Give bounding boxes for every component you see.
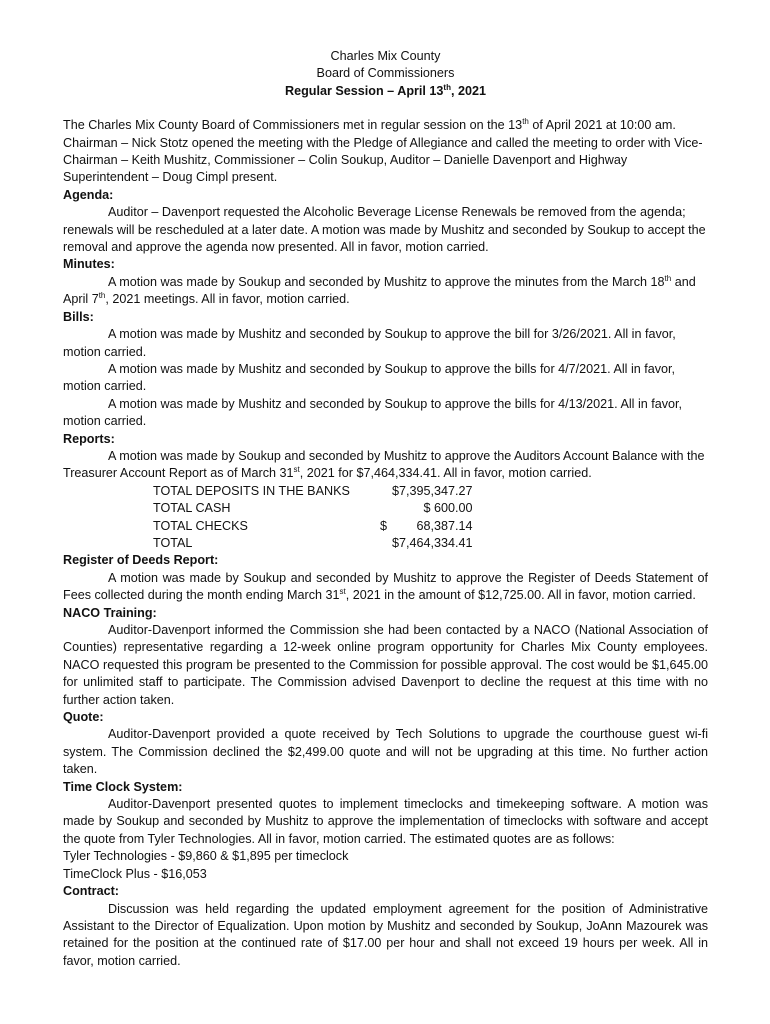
contract-text: Discussion was held regarding the updated employment agreement for the position of Administrative Assistant to the Director of Equalization. Upon motion by Mushitz and seconded by Soukup, JoAnn Mazourek was retained for the position at the continued rate of $17.00 per hour and shall not exceed 19 hours per week. All in favor, motion carried.: [63, 901, 708, 968]
row-label: TOTAL: [153, 535, 193, 550]
row-dollar: [380, 483, 392, 500]
table-row: [153, 518, 473, 535]
naco-text: Auditor-Davenport informed the Commission she had been contacted by a NACO (National Association of Counties) representative regarding a 12-week online program opportunity for Charles Mix County employees. NACO requested this program be presented to the Commission for possible approval. The cost would be $1,645.00 for unlimited staff to participate. The Commission advised Davenport to decline the request at this time with no further action taken.: [63, 623, 708, 707]
document-header: [63, 48, 708, 100]
agenda-heading: Agenda:: [63, 187, 114, 202]
county-name: Charles Mix County: [330, 49, 441, 63]
row-label: TOTAL CASH: [153, 501, 231, 516]
row-amount: $7,464,334.41: [392, 535, 473, 550]
contract-heading: Contract:: [63, 884, 119, 899]
intro-paragraph: The Charles Mix County Board of Commissioners met in regular session on the 13th of April 2021 at 10:00 am. Chairman – Nick Stotz opened the meeting with the Pledge of Allegiance and called the meeting to order with Vice-Chairman – Keith Mushitz, Commissioner – Colin Soukup, Auditor – Danielle Davenport and Highway Superintendent – Doug Cimpl present.: [63, 117, 703, 185]
row-label: TOTAL CHECKS: [153, 518, 248, 533]
timeclock-heading: Time Clock System:: [63, 779, 183, 794]
row-amount: $ 600.00: [423, 501, 473, 516]
agenda-text: Auditor – Davenport requested the Alcoholic Beverage License Renewals be removed from the agenda; renewals will be rescheduled at a later date. A motion was made by Mushitz and seconded by Soukup to accept the removal and approve the agenda now presented. All in favor, motion carried.: [63, 205, 706, 255]
bills-item: A motion was made by Mushitz and seconded by Soukup to approve the bill for 3/26/2021. All in favor, motion carried.: [63, 327, 676, 359]
deeds-heading: Register of Deeds Report:: [63, 553, 219, 568]
table-row: [153, 483, 473, 500]
table-row: [153, 535, 473, 552]
row-label: TOTAL DEPOSITS IN THE BANKS: [153, 483, 350, 498]
row-dollar: [380, 500, 392, 517]
table-row: [153, 500, 473, 517]
minutes-text: A motion was made by Soukup and seconded by Mushitz to approve the minutes from the March 18th and April 7th, 2021 meetings. All in favor, motion carried.: [63, 273, 696, 307]
account-totals-table: [153, 483, 473, 553]
reports-text: A motion was made by Soukup and seconded by Mushitz to approve the Auditors Account Balance with the Treasurer Account Report as of March 31st, 2021 for $7,464,334.41. All in favor, motion carried.: [63, 448, 705, 481]
bills-item: A motion was made by Mushitz and seconded by Soukup to approve the bills for 4/13/2021. All in favor, motion carried.: [63, 396, 683, 429]
row-dollar: [380, 535, 392, 552]
session-title: Regular Session – April 13th, 2021: [285, 82, 486, 98]
timeclock-quote-plus: TimeClock Plus - $16,053: [63, 866, 207, 881]
minutes-heading: Minutes:: [63, 257, 115, 272]
quote-heading: Quote:: [63, 710, 104, 725]
row-dollar: $: [380, 518, 388, 533]
bills-heading: Bills:: [63, 309, 94, 324]
timeclock-quote-tyler: Tyler Technologies - $9,860 & $1,895 per timeclock: [63, 849, 349, 864]
naco-heading: NACO Training:: [63, 605, 157, 620]
timeclock-text: Auditor-Davenport presented quotes to implement timeclocks and timekeeping software. A motion was made by Soukup and seconded by Mushitz to approve the implementation of timeclocks with software and accept the quote from Tyler Technologies. All in favor, motion carried. The estimated quotes are as follows:: [63, 797, 708, 846]
quote-text: Auditor-Davenport provided a quote received by Tech Solutions to upgrade the courthouse guest wi-fi system. The Commission declined the $2,499.00 quote and will not be upgrading at this time. No further action taken.: [63, 727, 708, 777]
bills-item: A motion was made by Mushitz and seconded by Soukup to approve the bills for 4/7/2021. All in favor, motion carried.: [63, 361, 676, 394]
board-name: Board of Commissioners: [316, 66, 455, 81]
row-amount: $7,395,347.27: [392, 483, 473, 498]
row-amount: 68,387.14: [416, 518, 473, 533]
deeds-text: A motion was made by Soukup and seconded by Mushitz to approve the Register of Deeds Statement of Fees collected during the month ending March 31st, 2021 in the amount of $12,725.00. All in favor, motion carried.: [63, 570, 708, 603]
reports-heading: Reports:: [63, 431, 115, 446]
